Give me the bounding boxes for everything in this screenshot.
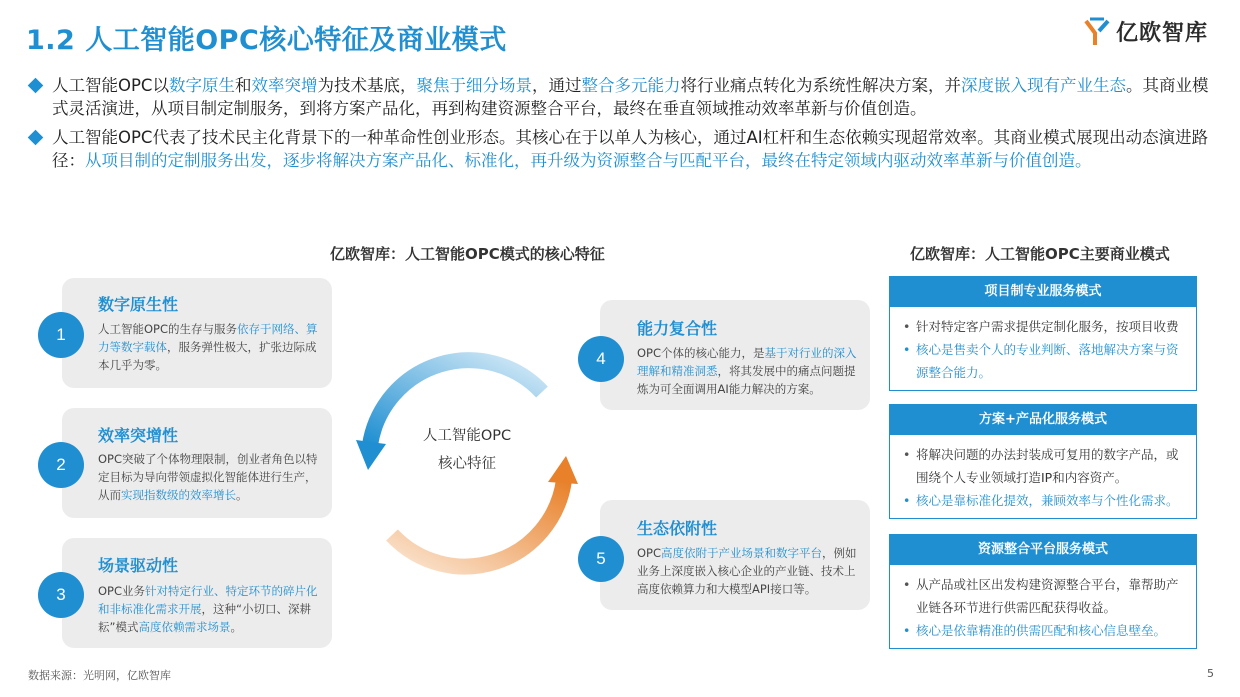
feature-title: 数字原生性 xyxy=(98,295,179,314)
highlight-text: 数字原生 xyxy=(168,76,235,95)
blue-arrowhead xyxy=(356,440,386,470)
feature-text xyxy=(98,450,318,504)
body-text: 人工智能OPC代表了技术民主化背景下的一种革命性创业形态。其核心在于以单人为核心，通过AI杠杆和生态依赖实现超常效率。其商业模式展现出动态演进路径： xyxy=(52,128,1209,170)
body-text: 。 xyxy=(230,620,242,634)
model-box-header: 资源整合平台服务模式 xyxy=(890,535,1196,565)
body-text: ，将其发展中的痛点问题提炼为可全面调用AI能力解决的方案。 xyxy=(637,364,856,396)
feature-title: 效率突增性 xyxy=(98,426,179,445)
body-text: 和 xyxy=(234,76,252,95)
body-text: OPC突破了个体物理限制，创业者角色以特定目标为导向带领虚拟化智能体进行生产，从而 xyxy=(98,452,318,502)
center-line-2: 核心特征 xyxy=(438,456,496,472)
model-item: • 将解决问题的办法封装成可复用的数字产品，或围绕个人专业领域打造IP和内容资产。 xyxy=(900,443,1186,489)
logo-text: 亿欧智库 xyxy=(1116,21,1209,46)
highlight-text: 实现指数级的效率增长 xyxy=(121,488,236,502)
model-box-header: 方案+产品化服务模式 xyxy=(890,405,1196,435)
body-text: ，服务弹性极大，扩张边际成本几乎为零。 xyxy=(98,340,317,372)
body-text: OPC个体的核心能力，是 xyxy=(637,346,765,360)
orange-arrowhead xyxy=(548,456,578,484)
body-text: ，这种“小切口、深耕耘”模式 xyxy=(98,602,311,634)
model-item: • 核心是靠标准化提效，兼顾效率与个性化需求。 xyxy=(900,489,1186,512)
model-box-2 xyxy=(889,404,1197,519)
model-item: • 核心是售卖个人的专业判断、落地解决方案与资源整合能力。 xyxy=(900,338,1186,384)
page-title: 1.2 人工智能OPC核心特征及商业模式 xyxy=(26,25,507,56)
highlight-text: 从项目制的定制服务出发，逐步将解决方案产品化、标准化，再升级为资源整合与匹配平台，最终在特定领域内驱动效率革新与价值创造。 xyxy=(85,151,1092,170)
body-text: 。其商业模式灵活演进，从项目制定制服务，到将方案产品化，再到构建资源整合平台，最终在垂直领域推动效率革新与价值创造。 xyxy=(52,76,1209,118)
body-text: OPC xyxy=(637,546,662,560)
cycle-center-label xyxy=(392,422,542,478)
page-number: 5 xyxy=(1207,667,1214,680)
model-box-1 xyxy=(889,276,1197,391)
body-text: 为技术基底， xyxy=(317,76,417,95)
body-text: ，通过 xyxy=(531,76,582,95)
body-text: 人工智能OPC以 xyxy=(52,76,169,95)
bullet-text xyxy=(52,76,1208,118)
diamond-icon xyxy=(28,78,44,94)
body-text: 人工智能OPC的生存与服务 xyxy=(98,322,238,336)
highlight-text: 高度依附于产业场景和数字平台 xyxy=(661,546,823,560)
body-text: OPC业务 xyxy=(98,584,146,598)
feature-title: 生态依附性 xyxy=(637,519,718,538)
intro-bullet-1 xyxy=(30,74,1215,120)
center-line-1: 人工智能OPC xyxy=(422,428,512,444)
logo-icon xyxy=(1084,17,1110,47)
features-title: 亿欧智库：人工智能OPC模式的核心特征 xyxy=(330,245,605,263)
feature-text xyxy=(637,544,859,598)
intro-bullet-2 xyxy=(30,126,1215,172)
highlight-text: 聚焦于细分场景 xyxy=(416,76,532,95)
highlight-text: 基于对行业的深入理解和精准洞悉 xyxy=(637,346,857,378)
feature-number-badge: 1 xyxy=(38,312,84,358)
diamond-icon xyxy=(28,130,44,146)
feature-text xyxy=(637,344,859,398)
feature-number-badge: 3 xyxy=(38,572,84,618)
source-note: 数据来源：光明网，亿欧智库 xyxy=(28,669,171,682)
highlight-text: 效率突增 xyxy=(251,76,318,95)
feature-number-badge: 2 xyxy=(38,442,84,488)
highlight-text: 针对特定行业、特定环节的碎片化和非标准化需求开展 xyxy=(98,584,318,616)
orange-arrow-arc xyxy=(392,480,564,567)
logo xyxy=(1084,16,1208,47)
model-item: • 核心是依靠精准的供需匹配和核心信息壁垒。 xyxy=(900,619,1186,642)
bullet-text xyxy=(52,128,1208,170)
body-text: 。 xyxy=(236,488,248,502)
highlight-text: 依存于网络、算力等数字载体 xyxy=(98,322,318,354)
feature-title: 能力复合性 xyxy=(637,319,718,338)
model-box-3 xyxy=(889,534,1197,649)
highlight-text: 整合多元能力 xyxy=(581,76,681,95)
feature-number-badge: 5 xyxy=(578,536,624,582)
feature-text xyxy=(98,582,318,636)
highlight-text: 深度嵌入现有产业生态 xyxy=(960,76,1126,95)
model-item: • 针对特定客户需求提供定制化服务，按项目收费 xyxy=(900,315,1186,338)
body-text: 将行业痛点转化为系统性解决方案，并 xyxy=(680,76,961,95)
model-box-header: 项目制专业服务模式 xyxy=(890,277,1196,307)
feature-text xyxy=(98,320,318,374)
model-item: • 从产品或社区出发构建资源整合平台，靠帮助产业链各环节进行供需匹配获得收益。 xyxy=(900,573,1186,619)
intro-bullets xyxy=(30,74,1215,178)
feature-title: 场景驱动性 xyxy=(98,556,179,575)
feature-number-badge: 4 xyxy=(578,336,624,382)
highlight-text: 高度依赖需求场景 xyxy=(138,620,231,634)
models-title: 亿欧智库：人工智能OPC主要商业模式 xyxy=(910,245,1170,263)
body-text: ，例如业务上深度嵌入核心企业的产业链、技术上高度依赖算力和大模型API接口等。 xyxy=(637,546,857,596)
